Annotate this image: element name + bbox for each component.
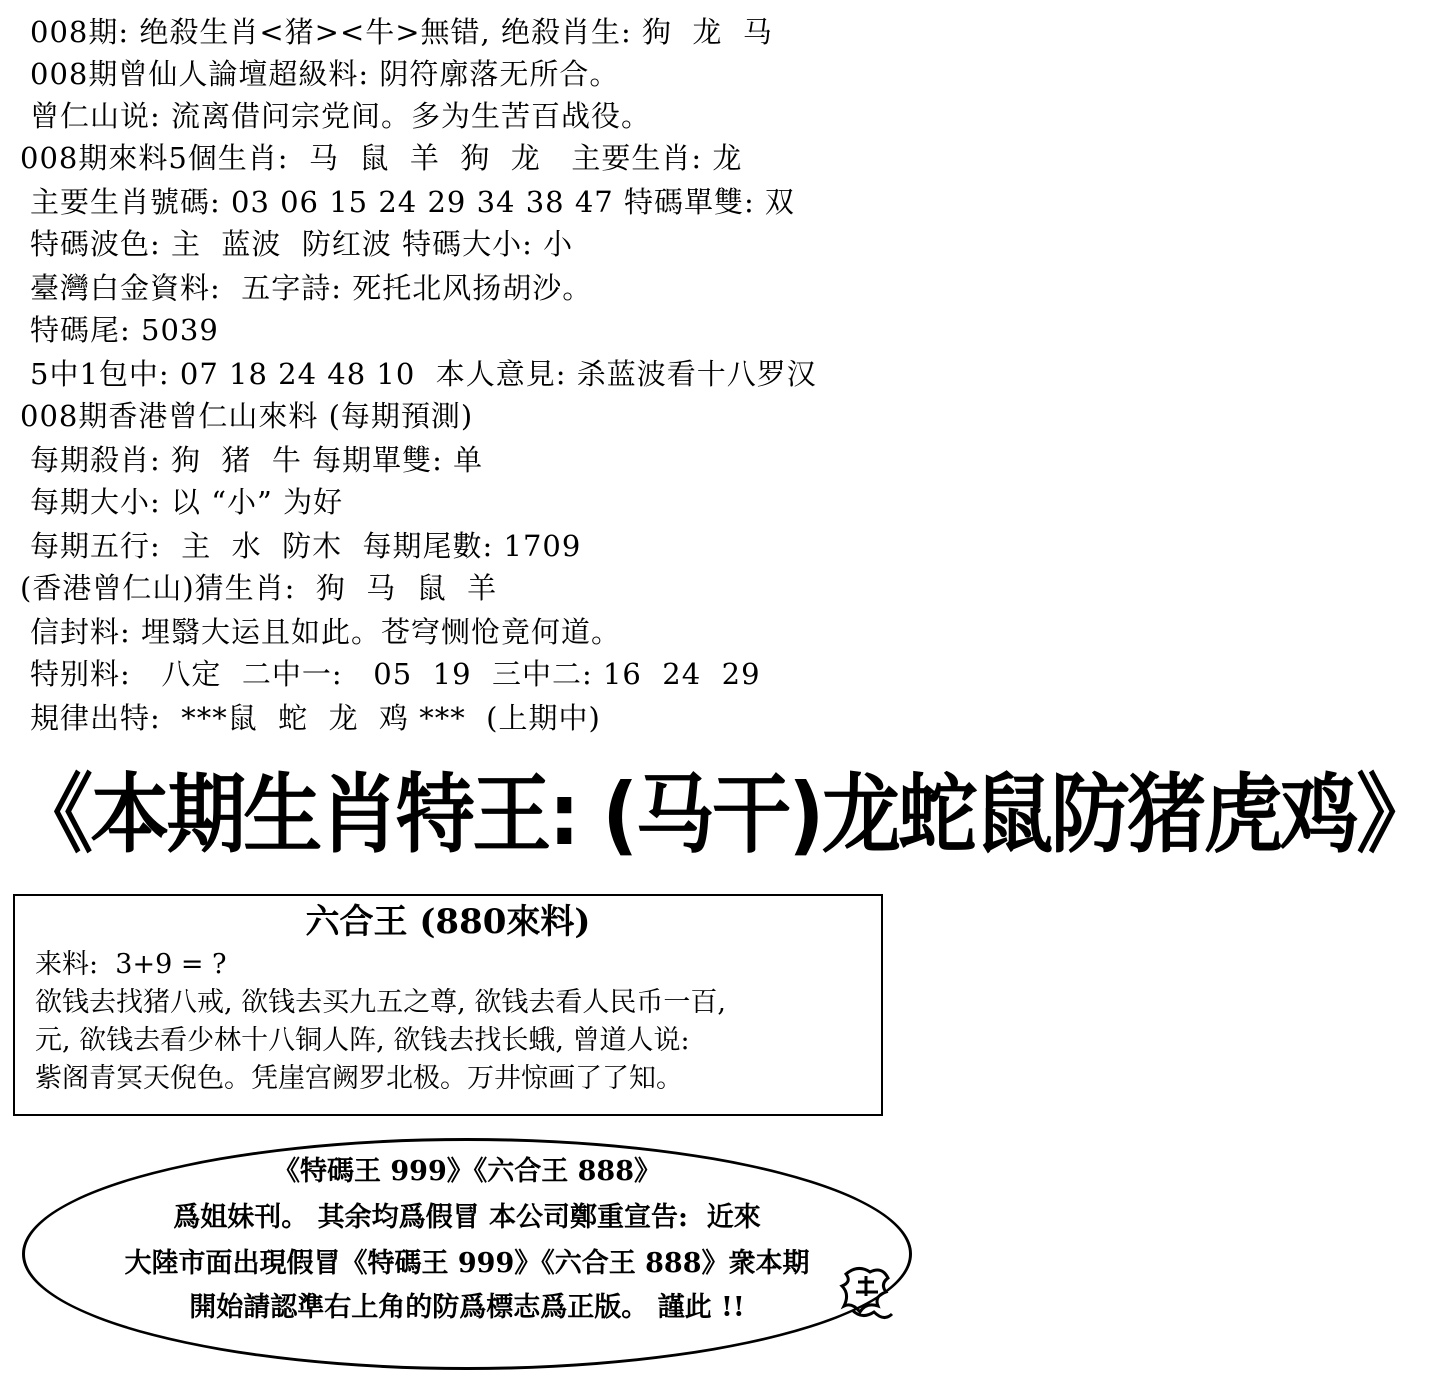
line-12: 每期大小: 以 “小” 为好: [30, 485, 344, 519]
box-line-1: 来料: 3+9 = ?: [35, 949, 227, 980]
notice-line-1: 《特碼王 999》《六合王 888》: [272, 1156, 662, 1187]
line-15: 信封料: 埋翳大运且如此。苍穹恻怆竟何道。: [30, 615, 621, 649]
line-11: 每期殺肖: 狗 猪 牛 每期單雙: 单: [30, 443, 484, 477]
line-05: 主要生肖號碼: 03 06 15 24 29 34 38 47 特碼單雙: 双: [30, 185, 795, 219]
line-08: 特碼尾: 5039: [30, 313, 219, 347]
notice-line-3: 大陸市面出現假冒《特碼王 999》《六合王 888》衆本期: [124, 1248, 810, 1279]
line-14: (香港曾仁山)猜生肖: 狗 马 鼠 羊: [20, 571, 498, 605]
notice-line-4: 開始請認準右上角的防爲標志爲正版。 謹此 !!: [189, 1292, 745, 1323]
box-line-2: 欲钱去找猪八戒, 欲钱去买九五之尊, 欲钱去看人民币一百,: [35, 987, 726, 1018]
line-07: 臺灣白金資料: 五字詩: 死托北风扬胡沙。: [30, 271, 593, 305]
line-02: 008期曾仙人論壇超級料: 阴符廓落无所合。: [30, 57, 620, 91]
line-10: 008期香港曾仁山來料 (每期預測): [20, 399, 474, 433]
line-13: 每期五行: 主 水 防木 每期尾數: 1709: [30, 529, 582, 563]
liuhewang-box: [13, 894, 883, 1116]
line-09: 5中1包中: 07 18 24 48 10 本人意見: 杀蓝波看十八罗汉: [30, 357, 817, 391]
line-03: 曾仁山说: 流离借问宗党间。多为生苦百战役。: [30, 99, 651, 133]
line-04: 008期來料5個生肖: 马 鼠 羊 狗 龙 主要生肖: 龙: [20, 141, 743, 175]
line-01: 008期: 绝殺生肖<猪><牛>無错, 绝殺肖生: 狗 龙 马: [30, 15, 773, 49]
notice-line-2: 爲姐妹刊。 其余均爲假冒 本公司鄭重宣告: 近來: [173, 1202, 761, 1233]
anti-counterfeit-seal-icon: [838, 1262, 898, 1332]
box-line-4: 紫阁青冥天倪色。凭崖宫阙罗北极。万井惊画了了知。: [35, 1063, 683, 1094]
notice-oval: [22, 1138, 912, 1370]
headline-banner: 《本期生肖特王: (马干)龙蛇鼠防猪虎鸡》: [14, 765, 1433, 865]
box-title: 六合王 (880來料): [305, 902, 591, 942]
line-16: 特别料: 八定 二中一: 05 19 三中二: 16 24 29: [30, 657, 761, 691]
line-06: 特碼波色: 主 蓝波 防红波 特碼大小: 小: [30, 227, 574, 261]
line-17: 規律出特: ***鼠 蛇 龙 鸡 *** (上期中): [30, 701, 601, 735]
box-line-3: 元, 欲钱去看少林十八铜人阵, 欲钱去找长蛾, 曾道人说:: [35, 1025, 690, 1056]
